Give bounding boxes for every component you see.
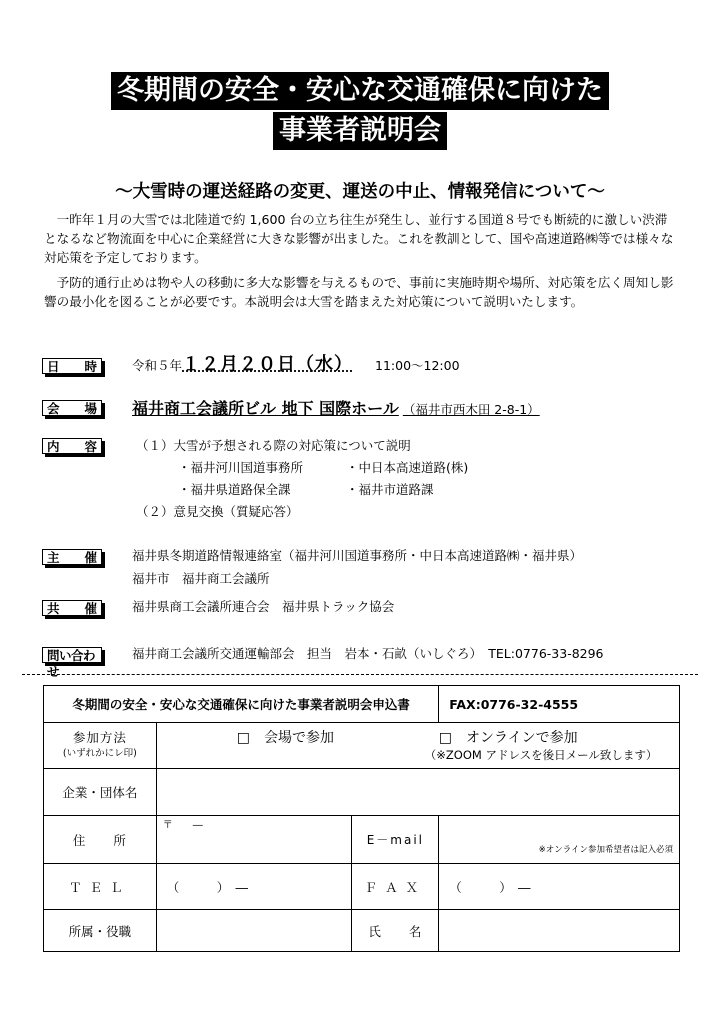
content-item-1b: ・中日本高速道路(株) [346,460,469,475]
address-label: 住 所 [44,816,157,864]
email-label: E－mail [352,816,439,864]
email-field[interactable] [439,816,680,864]
contact-text: 福井商工会議所交通運輸部会 担当 岩本・石畝（いしぐろ） TEL:0776-33-8296 [132,646,604,661]
fax-placeholder: （ ） ― [449,879,531,895]
fax-field[interactable] [439,864,680,910]
content-label [42,438,102,454]
event-date: １２月２０日（水） [182,354,354,375]
venue-label-char-2: 場 [84,401,97,416]
company-label: 企業・団体名 [44,769,157,816]
method-note: (いずれかにレ印) [62,747,137,759]
venue-address: （福井市西木田 2-8-1） [402,402,540,417]
event-time: 11:00～12:00 [375,358,460,373]
date-label [42,358,102,374]
tel-label: ＴＥＬ [44,864,157,910]
option-online-checkbox[interactable]: □ オンラインで参加 [438,730,578,746]
postal-mark: 〒 ― [162,820,203,831]
cohost-label [42,600,102,616]
form-header-row [44,686,680,723]
company-field[interactable] [156,769,679,816]
host-line-2: 福井市 福井商工会議所 [132,571,270,586]
tel-field[interactable] [156,864,352,910]
intro-paragraph-1: 一昨年１月の大雪では北陸道で約 1,600 台の立ち往生が発生し、並行する国道８号でも断続的に激しい渋滞となるなど物流面を中心に企業経営に大きな影響が出ました。これを教訓として、国や高速道路㈱等では様々な対応策を予定しております。 [44,212,674,265]
contact-label-text: 問い合わせ [47,648,96,679]
subtitle: ～大雪時の運送経路の変更、運送の中止、情報発信について～ [115,182,605,202]
venue-label [42,400,102,416]
content-item-2: （２）意見交換（質疑応答） [136,504,299,519]
dept-field[interactable] [156,910,352,952]
date-row [132,356,460,375]
venue-row [132,396,540,419]
form-row-method [44,723,680,769]
date-prefix: 令和５年 [132,358,183,373]
application-form [43,685,680,952]
email-note: ※オンライン参加希望者は記入必須 [538,845,673,855]
fax-label: ＦＡＸ [352,864,439,910]
form-row-company [44,769,680,816]
content-label-char-2: 容 [84,439,97,454]
method-label-cell [44,723,157,769]
cut-line [22,674,698,675]
date-label-char-1: 日 [47,359,60,374]
host-label [42,549,102,565]
form-row-dept [44,910,680,952]
form-row-address [44,816,680,864]
name-label: 氏 名 [352,910,439,952]
name-field[interactable] [439,910,680,952]
venue-label-char-1: 会 [47,401,60,416]
content-item-1a: ・福井河川国道事務所 [178,460,304,475]
venue-name: 福井商工会議所ビル 地下 国際ホール [132,399,399,418]
date-label-char-2: 時 [84,359,97,374]
host-label-char-2: 催 [84,550,97,565]
option-venue-checkbox[interactable]: □ 会場で参加 [236,730,334,746]
cohost-text: 福井県商工会議所連合会 福井県トラック協会 [132,599,395,614]
form-title: 冬期間の安全・安心な交通確保に向けた事業者説明会申込書 [44,686,439,723]
content-item-1: （１）大雪が予想される際の対応策について説明 [136,438,411,453]
form-row-tel [44,864,680,910]
contact-label [42,647,102,679]
cohost-label-char-2: 催 [84,601,97,616]
host-line-1: 福井県冬期道路情報連絡室（福井河川国道事務所・中日本高速道路㈱・福井県） [132,548,583,563]
method-label: 参加方法 [72,729,127,745]
content-label-char-1: 内 [47,439,60,454]
cohost-label-char-1: 共 [47,601,60,616]
tel-placeholder: （ ） ― [166,879,249,895]
title-line-1: 冬期間の安全・安心な交通確保に向けた [111,72,609,110]
host-label-char-1: 主 [47,550,60,565]
online-note: （※ZOOM アドレスを後日メール致します） [424,748,658,762]
method-options-cell [156,723,679,769]
dept-label: 所属・役職 [44,910,157,952]
intro-paragraph-2: 予防的通行止めは物や人の移動に多大な影響を与えるもので、事前に実施時期や場所、対応策を広く周知し影響の最小化を図ることが必要です。本説明会は大雪を踏まえた対応策について説明いたします。 [44,275,674,309]
content-item-1d: ・福井市道路課 [346,482,434,497]
form-fax-number: FAX:0776-32-4555 [439,686,680,723]
title-line-2: 事業者説明会 [273,112,447,150]
content-item-1c: ・福井県道路保全課 [178,482,291,497]
address-field[interactable] [156,816,352,864]
